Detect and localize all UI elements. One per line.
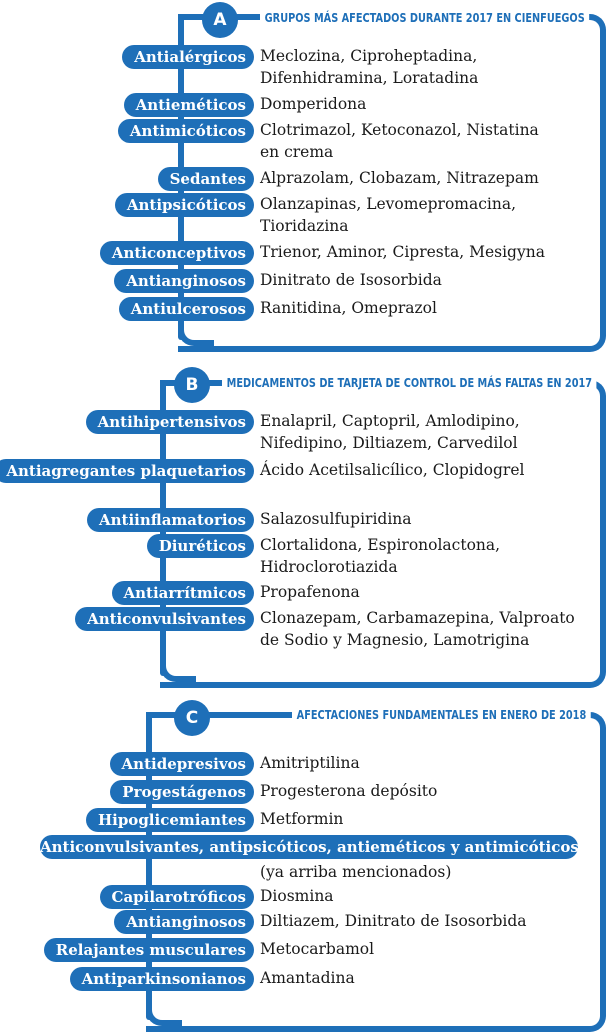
drug-list: Olanzapinas, Levomepromacina, Tioridazina [260,195,517,235]
group-label: Anticonvulsivantes [75,607,254,631]
frame-bottom-curve [160,654,196,682]
section-title: GRUPOS MÁS AFECTADOS DURANTE 2017 EN CIENFUEGOS [260,10,589,25]
group-label: Antimicóticos [118,119,254,143]
drug-list: Enalapril, Captopril, Amlodipino, Nifedipino, Diltiazem, Carvedilol [260,412,520,452]
drug-list: Dinitrato de Isosorbida [260,271,442,289]
drug-list: Amantadina [260,969,355,987]
drug-list: Clotrimazol, Ketoconazol, Nistatina en crema [260,121,539,161]
section-badge: B [174,367,210,403]
drug-list: Progesterona depósito [260,782,438,800]
drug-list: Diltiazem, Dinitrato de Isosorbida [260,912,527,930]
drug-list: Ranitidina, Omeprazol [260,299,437,317]
group-label: Capilarotróficos [100,885,255,909]
drug-list: Clonazepam, Carbamazepina, Valproato de Sodio y Magnesio, Lamotrigina [260,609,575,649]
group-label: Antianginosos [114,269,254,293]
drug-list: Amitriptilina [260,754,360,772]
group-label: Antihipertensivos [86,410,254,434]
group-label: Antiinflamatorios [87,508,254,532]
group-label: Progestágenos [110,780,254,804]
drug-list: Propafenona [260,583,360,601]
section-title: MEDICAMENTOS DE TARJETA DE CONTROL DE MÁS FALTAS EN 2017 [222,375,597,390]
drug-list: Diosmina [260,887,334,905]
group-label: Anticonceptivos [100,241,254,265]
drug-list: Ácido Acetilsalicílico, Clopidogrel [260,461,525,479]
section-title: AFECTACIONES FUNDAMENTALES EN ENERO DE 2018 [292,707,591,722]
group-label: Antidepresivos [110,752,254,776]
section-badge: A [202,2,238,38]
section-badge: C [174,700,210,736]
drug-list: Meclozina, Ciproheptadina, Difenhidramina, Loratadina [260,47,479,87]
group-label: Sedantes [158,167,254,191]
drug-list: Salazosulfupiridina [260,510,412,528]
group-label: Antialérgicos [122,45,254,69]
drug-list: (ya arriba mencionados) [260,863,452,881]
group-label: Antiparkinsonianos [70,967,254,991]
frame-bottom-curve [146,998,182,1026]
group-label: Antiulcerosos [119,297,254,321]
drug-list: Trienor, Aminor, Cipresta, Mesigyna [260,243,545,261]
group-label: Antiagregantes plaquetarios [0,459,254,483]
group-label: Antiarrítmicos [112,581,254,605]
drug-list: Domperidona [260,95,367,113]
group-label: Antieméticos [124,93,254,117]
group-label: Antipsicóticos [115,193,254,217]
group-label: Relajantes musculares [44,938,254,962]
frame-bottom-curve [178,318,214,346]
drug-list: Alprazolam, Clobazam, Nitrazepam [260,169,539,187]
group-label: Diuréticos [147,534,254,558]
group-label: Hipoglicemiantes [86,808,254,832]
drug-list: Metocarbamol [260,940,375,958]
drug-list: Clortalidona, Espironolactona, Hidroclorotiazida [260,536,501,576]
drug-list: Metformin [260,810,344,828]
group-label: Antianginosos [114,910,254,934]
group-label: Anticonvulsivantes, antipsicóticos, antieméticos y antimicóticos [40,835,578,859]
